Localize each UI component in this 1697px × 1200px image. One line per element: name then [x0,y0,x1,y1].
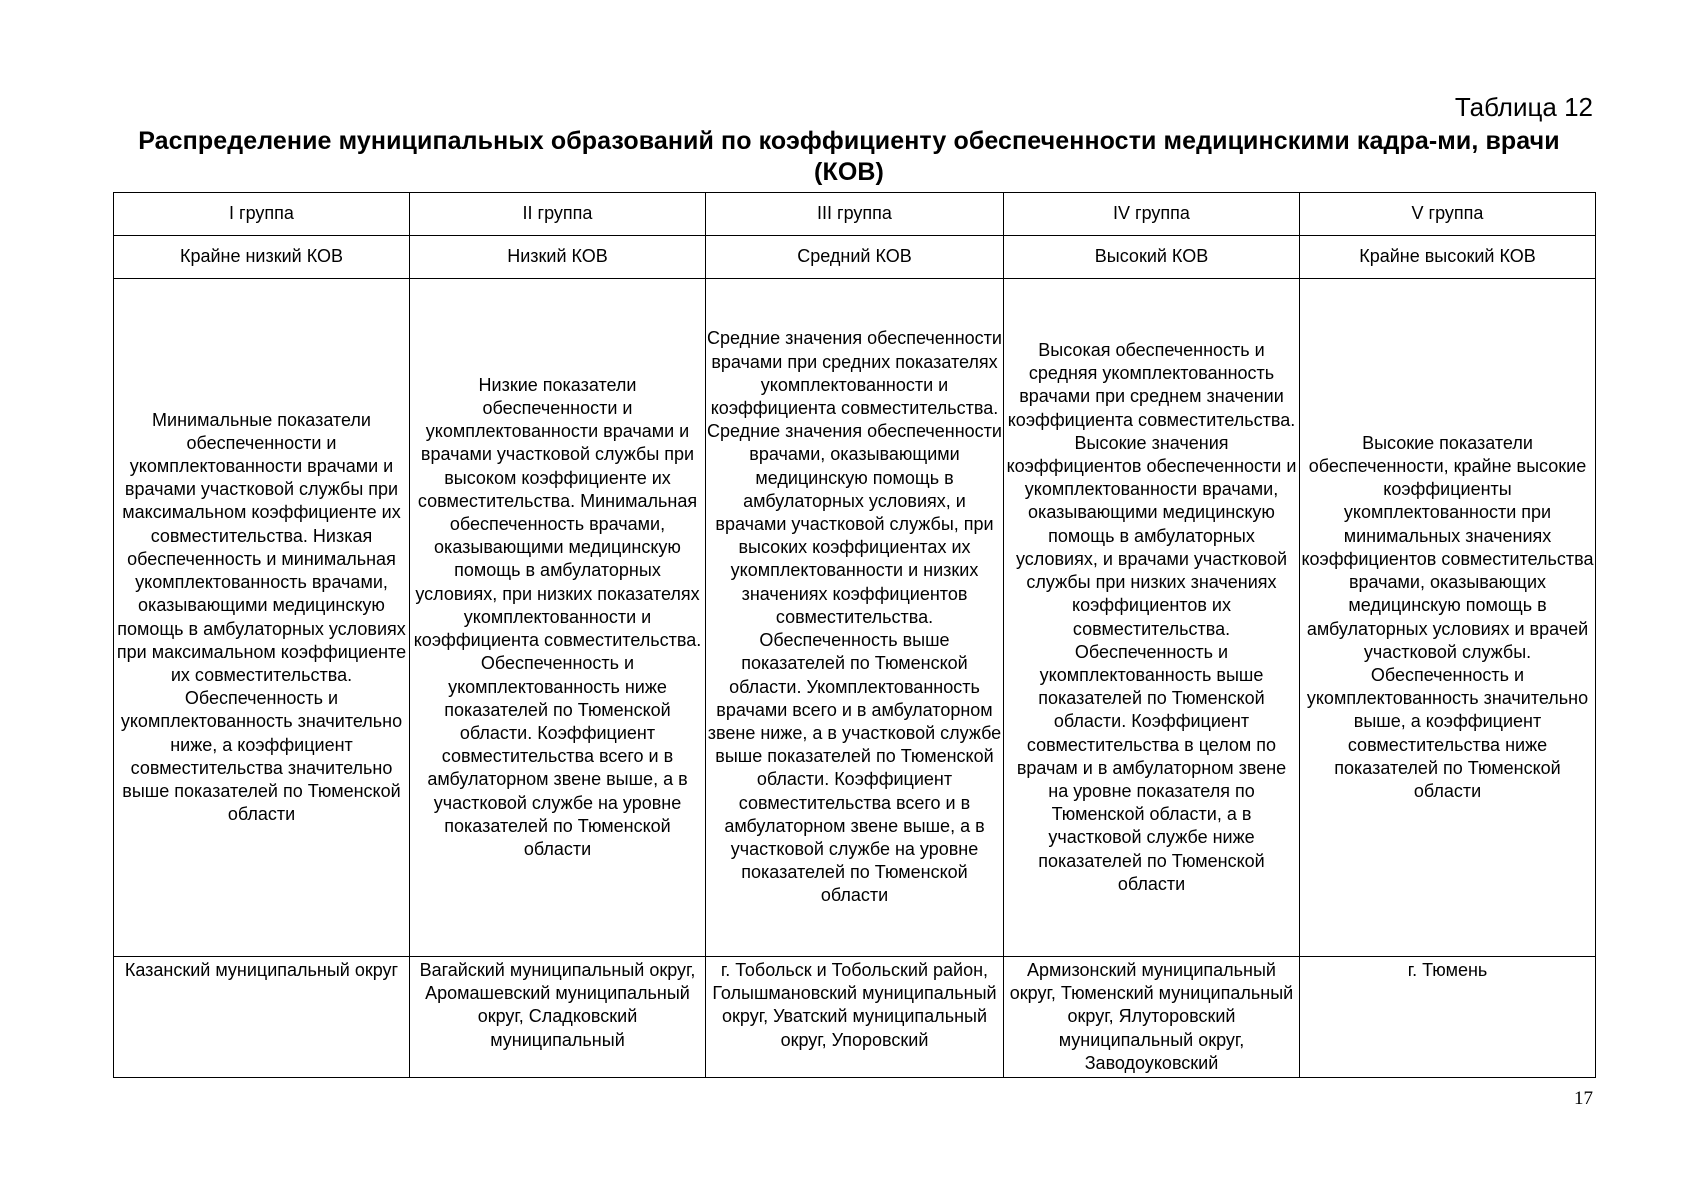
municipality-text: Армизонский муниципальный округ, Тюменский муниципальный округ, Ялуторовский муниципальный округ, Заводоуковский [1009,960,1294,1073]
group-header-cell: I группа [114,193,410,236]
level-cell: Крайне низкий КОВ [114,236,410,279]
description-cell: Средние значения обеспеченности врачами при средних показателях укомплектованности и коэффициента совместительства. Средние значения обеспеченности врачами, оказывающими медицинскую помощь в амбулаторных условиях, и врачами участковой службы, при высоких коэффициентах их укомплектованности и низких значениях коэффициентов совместительства. Обеспеченность выше показателей по Тюменской области. Укомплектованность врачами всего и в амбулаторном звене ниже, а в участковой службе выше показателей по Тюменской области. Коэффициент совместительства всего и в амбулаторном звене выше, а в участковой службе на уровне показателей по Тюменской области [706,279,1004,957]
municipality-text: г. Тобольск и Тобольский район, Голышмановский муниципальный округ, Уватский муниципальный округ, Упоровский [712,960,997,1050]
description-cell: Низкие показатели обеспеченности и укомплектованности врачами и врачами участковой службы при высоком коэффициенте их совместительства. Минимальная обеспеченность врачами, оказывающими медицинскую помощь в амбулаторных условиях, при низких показателях укомплектованности и коэффициента совместительства. Обеспеченность и укомплектованность ниже показателей по Тюменской области. Коэффициент совместительства всего и в амбулаторном звене выше, а в участковой службе на уровне показателей по Тюменской области [410,279,706,957]
description-cell: Минимальные показатели обеспеченности и укомплектованности врачами и врачами участковой службы при максимальном коэффициенте их совместительства. Низкая обеспеченность и минимальная укомплектованность врачами, оказывающими медицинскую помощь в амбулаторных условиях при максимальном коэффициенте их совместительства. Обеспеченность и укомплектованность значительно ниже, а коэффициент совместительства значительно выше показателей по Тюменской области [114,279,410,957]
municipality-cell [410,957,706,1078]
municipality-text: Вагайский муниципальный округ, Аромашевский муниципальный округ, Сладковский муниципальный [419,960,696,1050]
level-cell: Средний КОВ [706,236,1004,279]
description-cell: Высокие показатели обеспеченности, крайне высокие коэффициенты укомплектованности при минимальных значениях коэффициентов совместительства врачами, оказывающих медицинскую помощь в амбулаторных условиях и врачей участковой службы. Обеспеченность и укомплектованность значительно выше, а коэффициент совместительства ниже показателей по Тюменской области [1300,279,1596,957]
group-header-cell: V группа [1300,193,1596,236]
level-cell: Крайне высокий КОВ [1300,236,1596,279]
kov-distribution-table [113,192,1596,1078]
municipality-cell [706,957,1004,1078]
municipality-cell [114,957,410,1078]
description-cell: Высокая обеспеченность и средняя укомплектованность врачами при среднем значении коэффициента совместительства. Высокие значения коэффициентов обеспеченности и укомплектованности врачами, оказывающими медицинскую помощь в амбулаторных условиях, и врачами участковой службы при низких значениях коэффициентов их совместительства. Обеспеченность и укомплектованность выше показателей по Тюменской области. Коэффициент совместительства в целом по врачам и в амбулаторном звене на уровне показателя по Тюменской области, а в участковой службе ниже показателей по Тюменской области [1004,279,1300,957]
table-label: Таблица 12 [1454,92,1593,122]
level-cell: Высокий КОВ [1004,236,1300,279]
level-cell: Низкий КОВ [410,236,706,279]
municipalities-row [114,957,1596,1078]
group-header-cell: II группа [410,193,706,236]
municipality-cell [1004,957,1300,1078]
municipality-text: г. Тюмень [1407,960,1488,980]
group-header-cell: III группа [706,193,1004,236]
page-title: Распределение муниципальных образований по коэффициенту обеспеченности медицинскими кадра-ми, врачи (КОВ) [138,127,1560,186]
group-header-cell: IV группа [1004,193,1300,236]
description-row [114,279,1596,957]
municipality-text: Казанский муниципальный округ [124,960,399,980]
page-number: 17 [1574,1088,1593,1109]
group-header-row [114,193,1596,236]
municipality-cell [1300,957,1596,1078]
level-row [114,236,1596,279]
